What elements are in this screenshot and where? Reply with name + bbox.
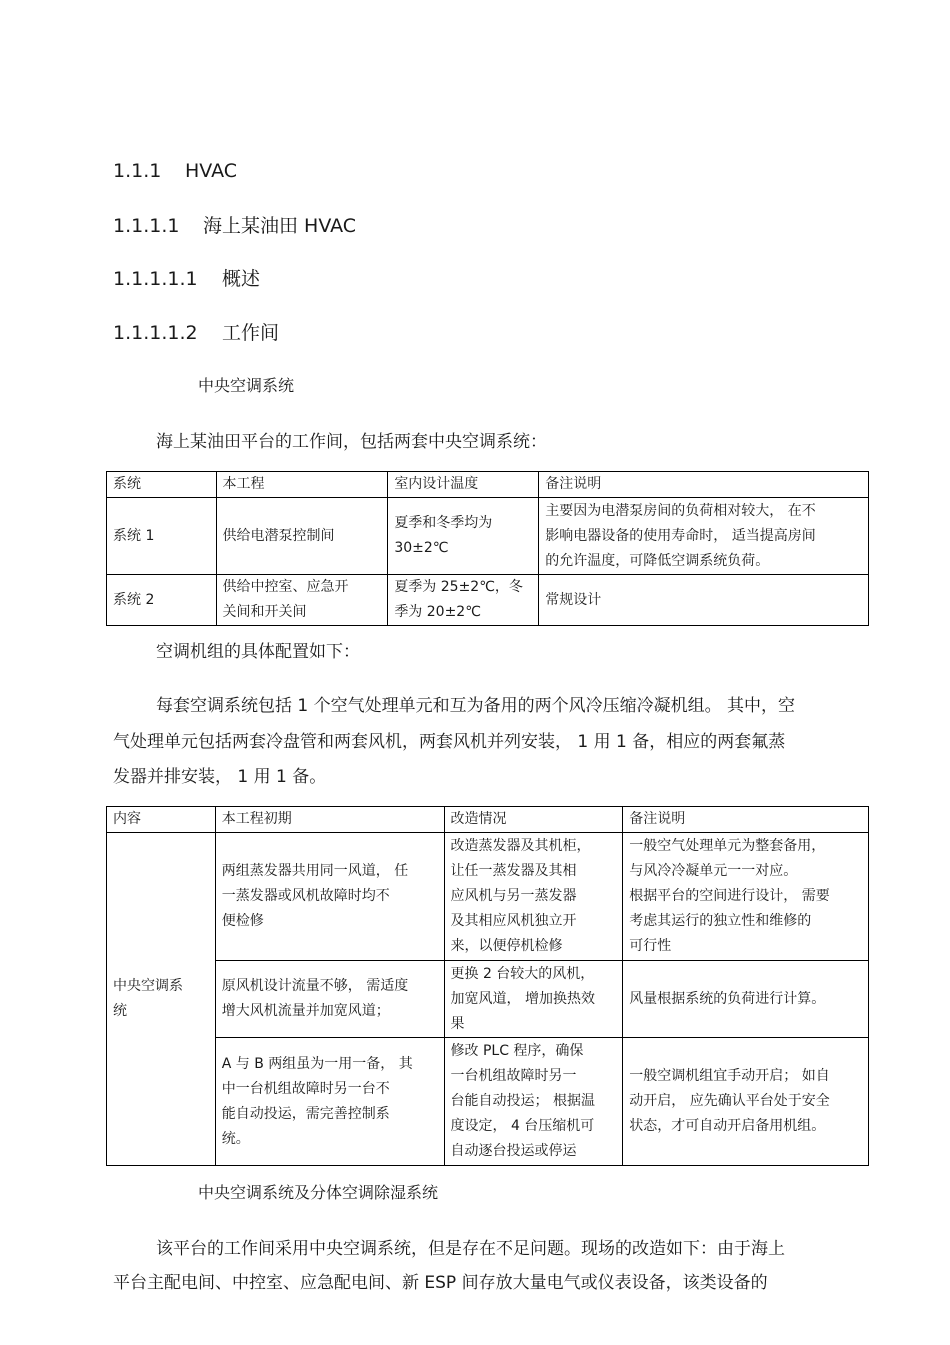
- retrofit-table: [106, 806, 869, 1166]
- table-header-cell: 室内设计温度: [388, 472, 539, 498]
- cell-line: 果: [450, 1016, 465, 1032]
- cell-line: 与风冷冷凝单元一一对应。: [629, 863, 798, 879]
- heading-number: 1.1.1.1: [113, 215, 180, 237]
- heading-1-1-1-1-1: [113, 264, 260, 291]
- cell-line: 统。: [221, 1130, 250, 1147]
- cell-line: 的允许温度，可降低空调系统负荷。: [545, 552, 770, 569]
- cell-line: 夏季和冬季均为: [394, 515, 493, 531]
- cell-line: 修改 PLC 程序，确保: [450, 1043, 584, 1059]
- table-header-cell: 改造情况: [444, 807, 623, 833]
- cell-line: 自动逐台投运或停运: [450, 1143, 577, 1159]
- note-cell: [623, 1038, 869, 1166]
- systems-table: [106, 471, 869, 626]
- change-cell: [444, 1038, 623, 1166]
- heading-text: 概述: [222, 268, 261, 290]
- heading-1-1-1-1-2: [113, 318, 279, 345]
- config-paragraph-line-2: 气处理单元包括两套冷盘管和两套风机，两套风机并列安装， 1 用 1 备，相应的两套氟蒸: [113, 732, 786, 752]
- heading-text: 海上某油田 HVAC: [203, 215, 357, 237]
- section-title-central-ac: 中央空调系统: [198, 376, 295, 395]
- cell-line: 可行性: [629, 938, 672, 954]
- content-cell: [107, 833, 216, 1166]
- note-cell: [623, 833, 869, 961]
- note-cell: 风量根据系统的负荷进行计算。: [623, 961, 869, 1038]
- project-cell: [216, 575, 388, 626]
- table-row: [107, 1038, 869, 1166]
- heading-1-1-1-1: [113, 211, 356, 238]
- cell-line: 应风机与另一蒸发器: [450, 888, 577, 904]
- cell-line: 一台机组故障时另一: [450, 1068, 577, 1084]
- table-header-row: [107, 807, 869, 833]
- heading-text: 工作间: [222, 322, 280, 344]
- table-row: [107, 575, 869, 626]
- cell-line: 主要因为电潜泵房间的负荷相对较大， 在不: [545, 502, 816, 519]
- cell-line: 影响电器设备的使用寿命时， 适当提高房间: [545, 527, 816, 544]
- cell-line: 关间和开关间: [222, 604, 307, 620]
- cell-line: 中央空调系: [113, 978, 183, 994]
- closing-paragraph-line-1: 该平台的工作间采用中央空调系统，但是存在不足问题。现场的改造如下：由于海上: [156, 1239, 785, 1259]
- table-row: [107, 833, 869, 961]
- config-title: 空调机组的具体配置如下：: [156, 642, 360, 662]
- cell-line: 便检修: [221, 913, 264, 929]
- cell-line: 夏季为 25±2℃，冬: [394, 579, 523, 595]
- cell-line: 更换 2 台较大的风机，: [450, 966, 595, 982]
- table-row: [107, 498, 869, 575]
- initial-cell: [215, 1038, 444, 1166]
- table-row: [107, 961, 869, 1038]
- temperature-cell: [388, 575, 539, 626]
- table-header-row: [107, 472, 869, 498]
- heading-number: 1.1.1.1.2: [113, 322, 198, 344]
- cell-line: 季为 20±2℃: [394, 604, 481, 620]
- cell-line: 原风机设计流量不够， 需适度: [221, 978, 409, 994]
- cell-line: 能自动投运，需完善控制系: [221, 1105, 390, 1122]
- cell-line: 中一台机组故障时另一台不: [221, 1080, 390, 1097]
- cell-line: 动开启， 应先确认平台处于安全: [629, 1093, 830, 1109]
- heading-text: HVAC: [185, 160, 237, 182]
- cell-line: 改造蒸发器及其机柜，: [450, 838, 591, 854]
- change-cell: [444, 961, 623, 1038]
- cell-line: 统: [113, 1003, 127, 1019]
- cell-line: 两组蒸发器共用同一风道， 任: [221, 863, 409, 879]
- table-header-cell: 系统: [107, 472, 217, 498]
- cell-line: 加宽风道， 增加换热效: [450, 991, 595, 1007]
- initial-cell: [215, 961, 444, 1038]
- cell-line: 让任一蒸发器及其相: [450, 863, 577, 879]
- note-cell: [539, 498, 869, 575]
- cell-line: A 与 B 两组虽为一用一备， 其: [221, 1055, 413, 1072]
- cell-line: 及其相应风机独立开: [450, 913, 577, 929]
- config-paragraph-line-1: 每套空调系统包括 1 个空气处理单元和互为备用的两个风冷压缩冷凝机组。 其中，空: [156, 696, 796, 716]
- system-cell: 系统 2: [107, 575, 217, 626]
- cell-line: 度设定， 4 台压缩机可: [450, 1118, 595, 1134]
- table-header-cell: 备注说明: [539, 472, 869, 498]
- change-cell: [444, 833, 623, 961]
- project-cell: 供给电潜泵控制间: [216, 498, 388, 575]
- cell-line: 来，以便停机检修: [450, 938, 563, 954]
- cell-line: 增大风机流量并加宽风道；: [221, 1003, 390, 1019]
- table-header-cell: 内容: [107, 807, 216, 833]
- table-header-cell: 备注说明: [623, 807, 869, 833]
- cell-line: 供给中控室、应急开: [222, 579, 349, 595]
- cell-line: 台能自动投运； 根据温: [450, 1093, 595, 1109]
- heading-number: 1.1.1: [113, 160, 162, 182]
- table-header-cell: 本工程: [216, 472, 388, 498]
- heading-1-1-1: [113, 160, 237, 182]
- table-header-cell: 本工程初期: [215, 807, 444, 833]
- system-cell: 系统 1: [107, 498, 217, 575]
- closing-paragraph-line-2: 平台主配电间、中控室、应急配电间、新 ESP 间存放大量电气或仪表设备，该类设备的: [113, 1273, 768, 1293]
- temperature-cell: [388, 498, 539, 575]
- config-paragraph-line-3: 发器并排安装， 1 用 1 备。: [113, 767, 327, 787]
- cell-line: 30±2℃: [394, 540, 449, 556]
- cell-line: 一蒸发器或风机故障时均不: [221, 888, 390, 904]
- heading-number: 1.1.1.1.1: [113, 268, 198, 290]
- note-cell: 常规设计: [539, 575, 869, 626]
- cell-line: 一般空气处理单元为整套备用，: [629, 838, 826, 854]
- cell-line: 一般空调机组宜手动开启； 如自: [629, 1068, 830, 1084]
- section-title-dehumidification: 中央空调系统及分体空调除湿系统: [198, 1183, 439, 1202]
- cell-line: 状态，才可自动开启备用机组。: [629, 1118, 826, 1134]
- cell-line: 考虑其运行的独立性和维修的: [629, 913, 812, 929]
- cell-line: 根据平台的空间进行设计， 需要: [629, 888, 830, 904]
- initial-cell: [215, 833, 444, 961]
- intro-paragraph: 海上某油田平台的工作间，包括两套中央空调系统：: [156, 432, 547, 452]
